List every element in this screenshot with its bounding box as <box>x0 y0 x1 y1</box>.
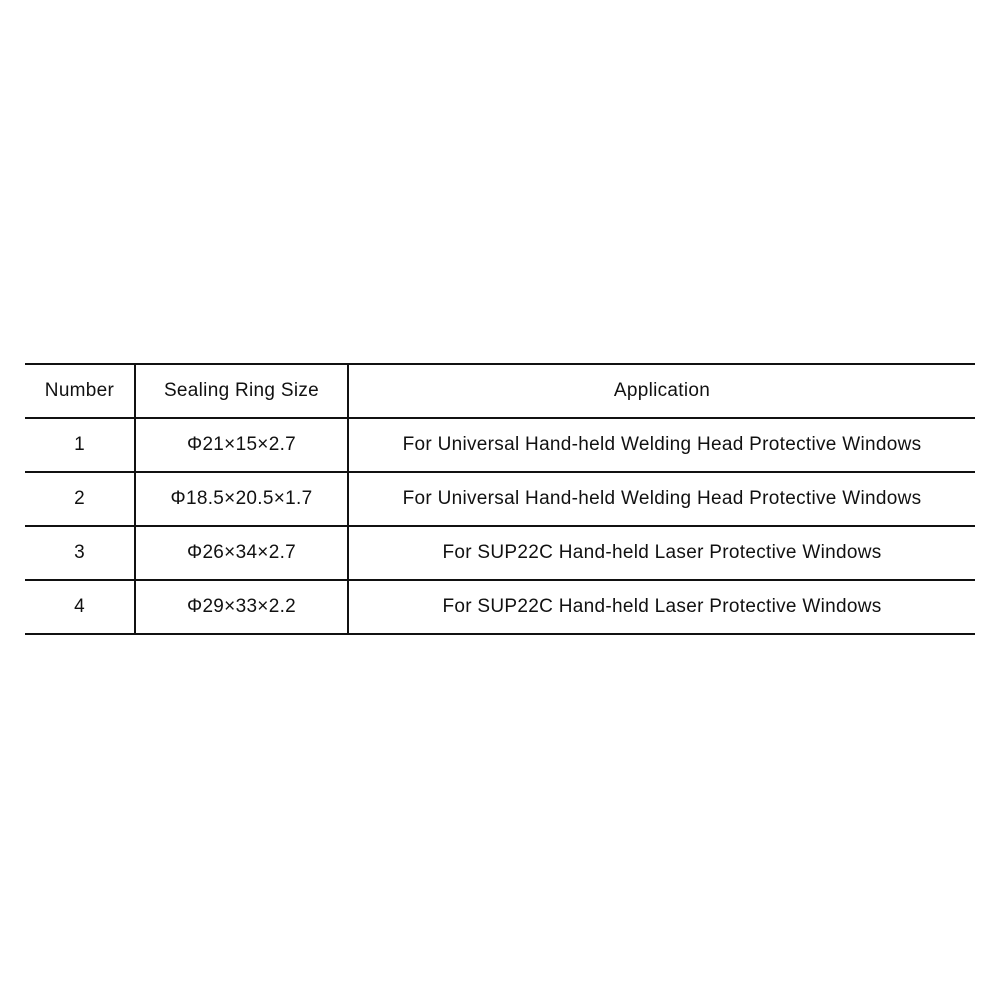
table-row <box>25 418 975 472</box>
cell-ring-size: Φ26×34×2.7 <box>135 526 348 580</box>
cell-application: For Universal Hand-held Welding Head Protective Windows <box>348 418 975 472</box>
cell-application: For SUP22C Hand-held Laser Protective Windows <box>348 580 975 634</box>
cell-number: 4 <box>25 580 135 634</box>
table-row <box>25 580 975 634</box>
cell-number: 1 <box>25 418 135 472</box>
header-sealing-ring-size: Sealing Ring Size <box>135 364 348 418</box>
cell-ring-size: Φ21×15×2.7 <box>135 418 348 472</box>
header-application: Application <box>348 364 975 418</box>
cell-number: 3 <box>25 526 135 580</box>
header-row <box>25 364 975 418</box>
cell-application: For SUP22C Hand-held Laser Protective Windows <box>348 526 975 580</box>
sealing-ring-table <box>25 363 975 635</box>
table-row <box>25 472 975 526</box>
table-header <box>25 364 975 418</box>
header-number: Number <box>25 364 135 418</box>
cell-ring-size: Φ29×33×2.2 <box>135 580 348 634</box>
table-body <box>25 418 975 634</box>
table-row <box>25 526 975 580</box>
cell-application: For Universal Hand-held Welding Head Protective Windows <box>348 472 975 526</box>
cell-ring-size: Φ18.5×20.5×1.7 <box>135 472 348 526</box>
cell-number: 2 <box>25 472 135 526</box>
